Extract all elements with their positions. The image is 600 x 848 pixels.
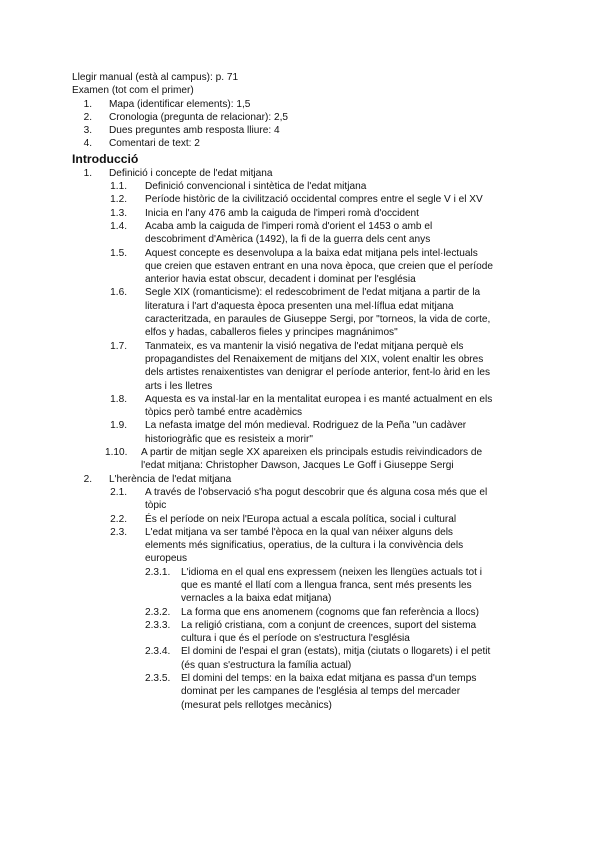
text-line: vernacles a la baixa edat mitjana) [181, 593, 332, 605]
outline-level2-item [109, 526, 542, 566]
text-line: cultura i que és el període on s'estructura l'església [181, 633, 410, 645]
text-line: El domini de l'espai el gran (estats), mitja (ciutats o llogarets) i el petit [181, 646, 491, 658]
text-line: Tanmateix, es va mantenir la visió negativa de l'edat mitjana perquè els [145, 340, 464, 352]
exam-item-num: 4. [83, 138, 92, 150]
outline-text [145, 486, 542, 513]
exam-title: Examen (tot com el primer) [72, 85, 194, 97]
exam-item-num: 3. [83, 125, 92, 137]
outline-level2-item [109, 193, 542, 206]
outline-number: 1.6. [110, 287, 127, 299]
outline-level2-item [105, 446, 542, 473]
outline-number: 1.7. [110, 340, 127, 352]
outline-number: 2.3.5. [145, 673, 171, 685]
text-line: elfos y hadas, caballeros fieles y principes magnánimos" [145, 327, 398, 339]
outline-text [145, 513, 542, 526]
outline-text [181, 645, 542, 672]
outline-number: 2.3.4. [145, 646, 171, 658]
outline-level3-item [145, 645, 542, 672]
outline-number: 2.3.2. [145, 606, 171, 618]
text-line: A través de l'observació s'ha pogut descobrir que és alguna cosa més que el [145, 486, 488, 498]
outline-text [145, 193, 542, 206]
outline-level2-item [109, 180, 542, 193]
outline-text [145, 340, 542, 393]
outline-level2-item [109, 220, 542, 247]
outline-level2-item [109, 393, 542, 420]
text-line: És el període on neix l'Europa actual a escala política, social i cultural [145, 513, 457, 525]
text-line: L'idioma en el qual ens expressem (neixen les llengües actuals tot i [181, 566, 482, 578]
exam-item-text: Dues preguntes amb resposta lliure: 4 [109, 125, 280, 137]
text-line: que creien que estaven entrant en una nova època, que creien que el període [145, 260, 493, 272]
outline-level2-item [109, 207, 542, 220]
outline-number: 1. [83, 167, 92, 179]
text-line: que es manté el llatí com a llengua franca, sent més presents les [181, 579, 472, 591]
exam-item [72, 137, 542, 150]
outline-number: 2.1. [110, 486, 127, 498]
text-line: tòpics però també entre acadèmics [145, 407, 303, 419]
text-line: europeus [145, 553, 188, 565]
text-line: La forma que ens anomenem (cognoms que fan referència a llocs) [181, 606, 479, 618]
outline-title: L'herència de l'edat mitjana [109, 473, 232, 485]
outline-level2-item [109, 486, 542, 513]
exam-item [72, 124, 542, 137]
outline-level2-item [109, 247, 542, 287]
text-line: propagandistes del Renaixement de mitjans del XIX, volent enaltir les obres [145, 353, 484, 365]
text-line: Segle XIX (romanticisme): el redescobriment de l'edat mitjana a partir de la [145, 287, 481, 299]
outline-text [181, 619, 542, 646]
outline-level2-item [109, 513, 542, 526]
text-line: descobriment d'Amèrica (1492), la fi de la guerra dels cent anys [145, 234, 431, 246]
outline-level3-item [145, 606, 542, 619]
text-line: A partir de mitjan segle XX apareixen els principals estudis reivindicadors de [141, 447, 483, 459]
document-body [72, 71, 542, 712]
text-line: Període històric de la civilització occidental compres entre el segle V i el XV [145, 194, 483, 206]
text-line: l'edat mitjana: Christopher Dawson, Jacques Le Goff i Giuseppe Sergi [141, 460, 454, 472]
outline-text [145, 286, 542, 339]
text-line: L'edat mitjana va ser també l'època en la qual van néixer alguns dels [145, 526, 453, 538]
outline-text [145, 393, 542, 420]
section-heading: Introducció [72, 151, 139, 166]
text-line: historiogràfic que es resisteix a morir" [145, 433, 313, 445]
outline-level3-item [145, 672, 542, 712]
text-line: caracteritzada, en paraules de Giuseppe Sergi, por "torneos, la vida de corte, [145, 314, 491, 326]
outline-number: 2. [83, 473, 92, 485]
text-line: Acaba amb la caiguda de l'imperi romà d'orient el 1453 o amb el [145, 220, 433, 232]
exam-item [72, 98, 542, 111]
outline-number: 2.3. [110, 526, 127, 538]
outline-text [145, 419, 542, 446]
text-line: dominat per les campanes de l'església al temps del mercader [181, 686, 461, 698]
text-line: Aquest concepte es desenvolupa a la baixa edat mitjana pels intel·lectuals [145, 247, 478, 259]
exam-item-text: Mapa (identificar elements): 1,5 [109, 98, 251, 110]
text-line: literatura i l'art d'aquesta època presenten una mel·líflua edat mitjana [145, 300, 454, 312]
text-line: tòpic [145, 500, 167, 512]
text-line: elements més significatius, operatius, de la cultura i la convivència dels [145, 540, 464, 552]
outline-text [181, 566, 542, 606]
outline-text [145, 526, 542, 566]
outline [72, 167, 542, 712]
outline-number: 1.9. [110, 420, 127, 432]
outline-number: 1.3. [110, 207, 127, 219]
text-line: La nefasta imatge del món medieval. Rodriguez de la Peña "un cadàver [145, 420, 467, 432]
outline-text [141, 446, 542, 473]
exam-item-text: Cronologia (pregunta de relacionar): 2,5 [109, 111, 288, 123]
reading-note: Llegir manual (està al campus): p. 71 [72, 72, 239, 83]
outline-level1-item [72, 167, 542, 180]
outline-number: 1.8. [110, 393, 127, 405]
text-line: (mesurat pels rellotges mecànics) [181, 699, 332, 711]
outline-level2-item [109, 340, 542, 393]
outline-text [145, 220, 542, 247]
outline-text [145, 247, 542, 287]
outline-level3-item [145, 566, 542, 606]
text-line: El domini del temps: en la baixa edat mitjana es passa d'un temps [181, 673, 477, 685]
outline-number: 1.10. [105, 447, 128, 459]
exam-item-text: Comentari de text: 2 [109, 138, 200, 150]
outline-number: 1.5. [110, 247, 127, 259]
outline-number: 1.1. [110, 181, 127, 193]
text-line: dels artistes renaixentistes van denigrar el període anterior, fent-lo àrid en les [145, 367, 491, 379]
text-line: arts i les lletres [145, 380, 213, 392]
exam-item [72, 111, 542, 124]
text-line: Definició convencional i sintètica de l'edat mitjana [145, 181, 367, 193]
outline-number: 2.3.3. [145, 619, 171, 631]
outline-text [145, 207, 542, 220]
text-line: anterior havia estat obscur, decadent i dominat per l'església [145, 274, 416, 286]
outline-level3-item [145, 619, 542, 646]
outline-level2-item [109, 419, 542, 446]
outline-title: Definició i concepte de l'edat mitjana [109, 167, 273, 179]
outline-number: 1.4. [110, 220, 127, 232]
outline-text [181, 606, 542, 619]
exam-item-num: 2. [83, 111, 92, 123]
outline-level2-item [109, 286, 542, 339]
text-line: Aquesta es va instal·lar en la mentalitat europea i es manté actualment en els [145, 393, 493, 405]
text-line: Inicia en l'any 476 amb la caiguda de l'imperi romà d'occident [145, 207, 419, 219]
outline-number: 2.3.1. [145, 566, 171, 578]
outline-text [145, 180, 542, 193]
outline-number: 2.2. [110, 513, 127, 525]
exam-item-num: 1. [83, 98, 92, 110]
text-line: La religió cristiana, com a conjunt de creences, suport del sistema [181, 619, 477, 631]
outline-level1-item [72, 473, 542, 486]
text-line: (és quan s'estructura la família actual) [181, 659, 352, 671]
outline-number: 1.2. [110, 194, 127, 206]
outline-text [181, 672, 542, 712]
